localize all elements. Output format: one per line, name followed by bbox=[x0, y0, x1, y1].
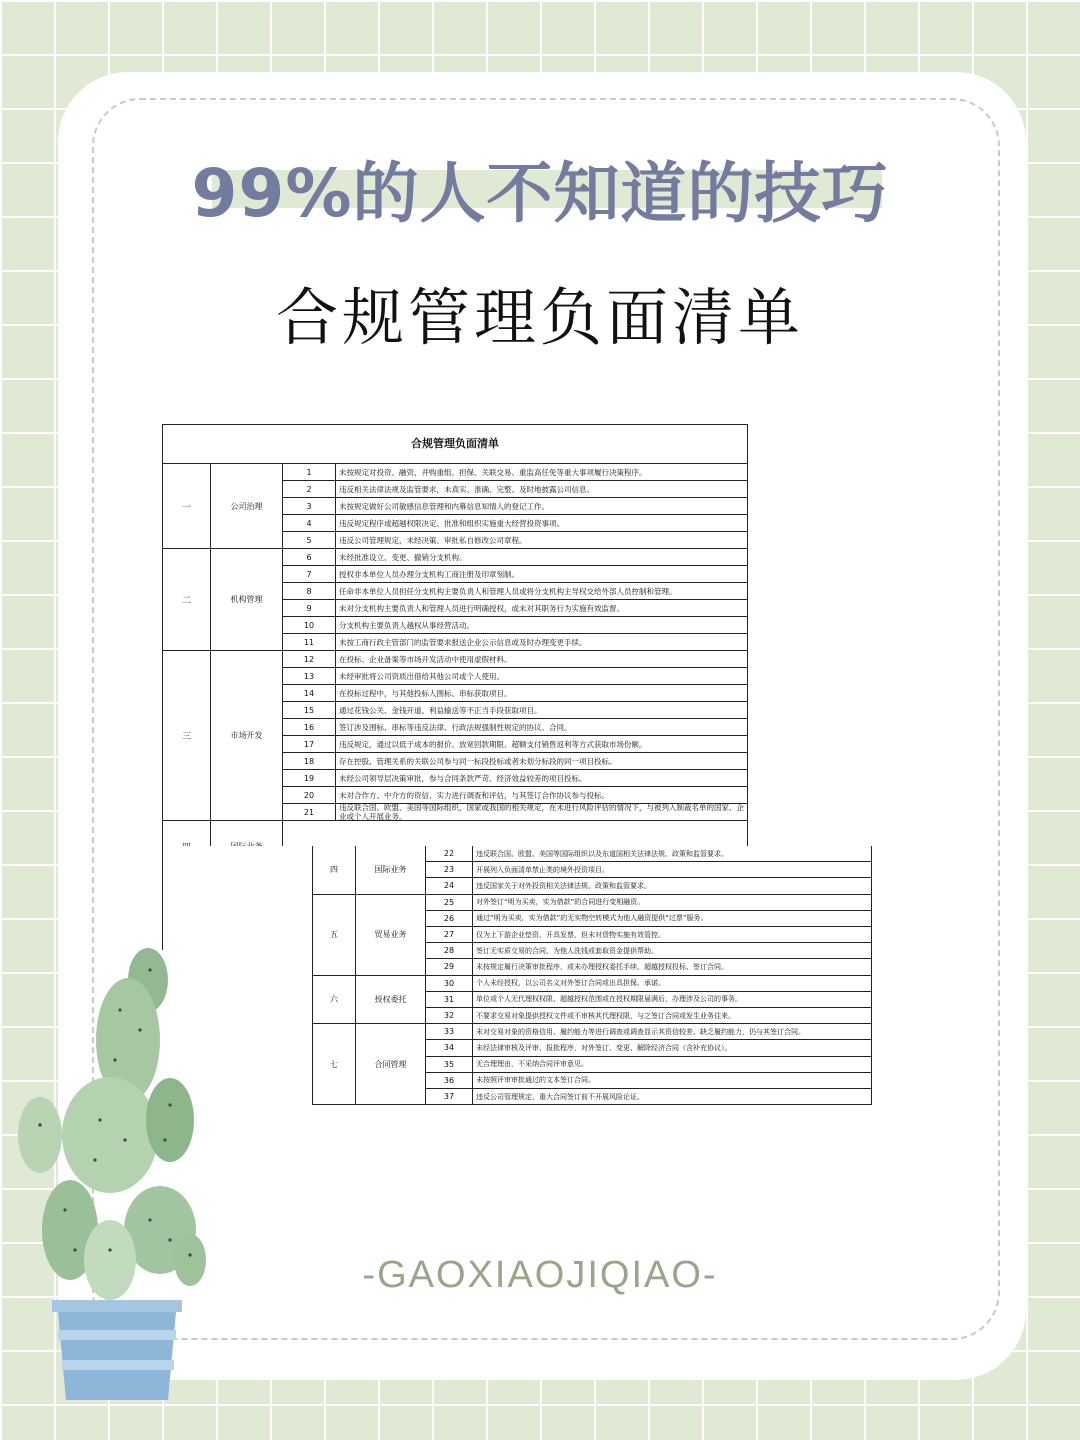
row-text: 未按规定做好公司敏感信息管理和内幕信息知情人的登记工作。 bbox=[339, 501, 549, 511]
row-number: 30 bbox=[426, 976, 473, 991]
table-row bbox=[283, 515, 747, 532]
table-row bbox=[283, 532, 747, 549]
table-row bbox=[426, 911, 872, 927]
row-text: 单位或个人无代理权权限、超越授权范围或在授权期限届满后，办理涉及公司的事务。 bbox=[476, 995, 742, 1004]
row-number: 9 bbox=[283, 600, 336, 616]
row-number: 29 bbox=[426, 959, 473, 974]
row-number: 24 bbox=[426, 878, 473, 893]
row-number: 32 bbox=[426, 1008, 473, 1023]
table-row bbox=[426, 846, 872, 862]
row-number: 23 bbox=[426, 862, 473, 877]
row-number: 35 bbox=[426, 1057, 473, 1072]
row-text: 仅为上下游企业垫资、开具发票，但未对货物实施有效管控。 bbox=[476, 930, 665, 939]
row-text: 签订涉及围标、串标等违反法律、行政法规强制性规定的协议、合同。 bbox=[339, 722, 572, 732]
row-number: 25 bbox=[426, 895, 473, 910]
table-row bbox=[283, 600, 747, 617]
row-number: 2 bbox=[283, 481, 336, 497]
table-row bbox=[426, 959, 872, 975]
table-row bbox=[283, 702, 747, 719]
table-row bbox=[283, 770, 747, 787]
subtitle: 合规管理负面清单 bbox=[275, 281, 804, 354]
row-text: 开展列入负面清单禁止类的境外投资项目。 bbox=[476, 865, 609, 874]
row-number: 28 bbox=[426, 943, 473, 958]
table-row bbox=[283, 566, 747, 583]
section-number: 六 bbox=[312, 976, 356, 1025]
document-sheet-1 bbox=[162, 424, 748, 848]
table-row bbox=[283, 787, 747, 804]
section-number: 三 bbox=[163, 651, 211, 821]
row-number: 34 bbox=[426, 1040, 473, 1055]
row-text: 违反相关法律法规及监管要求，未真实、准确、完整、及时地披露公司信息。 bbox=[339, 484, 594, 494]
row-number: 10 bbox=[283, 617, 336, 633]
table-row bbox=[426, 1024, 872, 1040]
table-row bbox=[283, 634, 747, 651]
section-category: 机构管理 bbox=[211, 549, 283, 651]
table-row bbox=[283, 583, 747, 600]
row-number: 14 bbox=[283, 685, 336, 701]
table-row bbox=[426, 992, 872, 1008]
row-text: 未按照评审审批通过的文本签订合同。 bbox=[476, 1076, 595, 1085]
row-text: 未按规定对投资、融资、并购重组、担保、关联交易、重监高任免等重大事项履行决策程序。 bbox=[339, 467, 647, 477]
row-text: 违反规定，通过以低于成本的报价、放宽回款期限、超额支付销售返利等方式获取市场份额。 bbox=[339, 739, 647, 749]
row-number: 37 bbox=[426, 1089, 473, 1104]
table-row bbox=[283, 549, 747, 566]
section-number: 四 bbox=[312, 846, 356, 895]
table-row bbox=[426, 1073, 872, 1089]
table-row bbox=[283, 736, 747, 753]
document-title: 合规管理负面清单 bbox=[163, 425, 747, 464]
section-number: 七 bbox=[312, 1024, 356, 1105]
table-row bbox=[283, 651, 747, 668]
section-category: 授权委托 bbox=[356, 976, 426, 1025]
row-text: 签订无实质交易的合同，为他人洗钱或套取资金提供帮助。 bbox=[476, 946, 658, 955]
row-number: 20 bbox=[283, 787, 336, 803]
row-number: 6 bbox=[283, 549, 336, 565]
row-number: 19 bbox=[283, 770, 336, 786]
table-row bbox=[283, 719, 747, 736]
row-number: 31 bbox=[426, 992, 473, 1007]
table-row bbox=[426, 927, 872, 943]
table-row bbox=[283, 481, 747, 498]
row-number: 12 bbox=[283, 651, 336, 667]
table-row bbox=[283, 753, 747, 770]
row-text: 未经审批将公司资质出借给其他公司或个人使用。 bbox=[339, 671, 504, 681]
section-category: 市场开发 bbox=[211, 651, 283, 821]
table-row bbox=[283, 617, 747, 634]
row-number: 17 bbox=[283, 736, 336, 752]
row-number: 22 bbox=[426, 846, 473, 861]
row-number: 33 bbox=[426, 1024, 473, 1039]
row-text: 分支机构主要负责人越权从事经营活动。 bbox=[339, 620, 474, 630]
section-number: 一 bbox=[163, 464, 211, 549]
row-number: 21 bbox=[283, 804, 336, 820]
row-text: 未对合作方、中介方的资信、实力进行调查和评估，与其签订合作协议参与投标。 bbox=[339, 790, 609, 800]
row-number: 18 bbox=[283, 753, 336, 769]
table-row bbox=[283, 804, 747, 821]
table-row bbox=[426, 1040, 872, 1056]
row-text: 授权非本单位人员办理分支机构工商注册及印章刻制。 bbox=[339, 569, 519, 579]
row-text: 未经法律审核及评审、报批程序，对外签订、变更、解除经济合同（含补充协议）。 bbox=[476, 1043, 732, 1052]
row-text: 违反联合国、欧盟、美国等国际组织以及东道国相关法律法规、政策和监管要求。 bbox=[476, 849, 728, 858]
row-text: 不要求交易对象提供授权文件或不审核其代理权限，与之签订合同或发生业务往来。 bbox=[476, 1011, 735, 1020]
table-row bbox=[426, 895, 872, 911]
headline: 99%的人不知道的技巧 bbox=[191, 155, 889, 232]
row-text: 违反国家关于对外投资相关法律法规、政策和监管要求。 bbox=[476, 881, 651, 890]
row-text: 违反公司管理规定，重大合同签订前不开展风险论证。 bbox=[476, 1092, 644, 1101]
flower-pot-icon bbox=[52, 1300, 182, 1400]
row-number: 11 bbox=[283, 634, 336, 650]
row-number: 1 bbox=[283, 464, 336, 480]
row-text: 未按规定履行决策审批程序，或未办理授权委托手续、超越授权投标、签订合同。 bbox=[476, 962, 728, 971]
row-text: 个人未经授权，以公司名义对外签订合同或出具担保、承诺。 bbox=[476, 979, 665, 988]
section-category: 合同管理 bbox=[356, 1024, 426, 1105]
row-text: 对外签订“明为买卖，实为借款”的合同进行变相融资。 bbox=[476, 898, 645, 907]
table-row bbox=[426, 943, 872, 959]
section-category: 公司治理 bbox=[211, 464, 283, 549]
section-category: 贸易业务 bbox=[356, 895, 426, 976]
row-number: 26 bbox=[426, 911, 473, 926]
row-text: 未经批准设立、变更、撤销分支机构。 bbox=[339, 552, 467, 562]
row-text: 无合理理由，不采纳合同评审意见。 bbox=[476, 1060, 588, 1069]
section-number: 五 bbox=[312, 895, 356, 976]
row-number: 16 bbox=[283, 719, 336, 735]
row-text: 违反公司管理规定，未经决策、审批私自修改公司章程。 bbox=[339, 535, 527, 545]
table-row bbox=[283, 464, 747, 481]
section-category: 国际业务 bbox=[356, 846, 426, 895]
table-row bbox=[426, 1057, 872, 1073]
row-number: 36 bbox=[426, 1073, 473, 1088]
table-row bbox=[426, 1089, 872, 1105]
row-text: 通过“明为买卖，实为借款”的无实物空转模式为他人融资提供“过票”服务。 bbox=[476, 914, 708, 923]
row-number: 27 bbox=[426, 927, 473, 942]
table-row bbox=[426, 878, 872, 894]
table-row bbox=[283, 685, 747, 702]
row-number: 8 bbox=[283, 583, 336, 599]
row-number: 7 bbox=[283, 566, 336, 582]
row-number: 4 bbox=[283, 515, 336, 531]
row-text: 违反规定程序或超越权限决定、批准和组织实施重大经营投资事项。 bbox=[339, 518, 564, 528]
table-row bbox=[283, 668, 747, 685]
row-text: 违反联合国、欧盟、美国等国际组织，国家或我国的相关规定，在未进行风险评估的情况下，与被列入制裁名单的国家、企业或个人开展业务。 bbox=[339, 803, 744, 821]
row-text: 通过花钱公关、金钱开道、利益输送等不正当手段获取项目。 bbox=[339, 705, 542, 715]
row-text: 未按工商行政主管部门的监管要求报送企业公示信息或及时办理变更手续。 bbox=[339, 637, 587, 647]
table-row bbox=[426, 976, 872, 992]
row-text: 在投标过程中，与其他投标人围标、串标获取项目。 bbox=[339, 688, 512, 698]
document-sheet-2 bbox=[312, 846, 872, 1108]
section-number: 二 bbox=[163, 549, 211, 651]
cactus-icon bbox=[18, 948, 206, 1300]
row-number: 13 bbox=[283, 668, 336, 684]
row-text: 未对交易对象的资格信用、履约能力等进行调查或调查显示其资信较差、缺乏履约能力，仍与其签订合同。 bbox=[476, 1027, 805, 1036]
footer-brand: -GAOXIAOJIQIAO- bbox=[362, 1254, 718, 1296]
table-row bbox=[426, 1008, 872, 1024]
row-text: 未对分支机构主要负责人和管理人员进行明确授权，或未对其职务行为实施有效监督。 bbox=[339, 603, 624, 613]
row-number: 15 bbox=[283, 702, 336, 718]
row-text: 在投标、企业备案等市场开发活动中使用虚假材料。 bbox=[339, 654, 512, 664]
cactus-illustration bbox=[0, 930, 260, 1400]
row-text: 存在控股、管理关系的关联公司参与同一标段投标或者未划分标段的同一项目投标。 bbox=[339, 756, 617, 766]
table-row bbox=[283, 498, 747, 515]
row-text: 未经公司领导层决策审批，参与合同条款严苛、经济效益较差的项目投标。 bbox=[339, 773, 587, 783]
row-number: 5 bbox=[283, 532, 336, 548]
row-text: 任命非本单位人员担任分支机构主要负责人和管理人员或将分支机构主导权交给外部人员控制和管理。 bbox=[339, 586, 677, 596]
table-row bbox=[426, 862, 872, 878]
row-number: 3 bbox=[283, 498, 336, 514]
